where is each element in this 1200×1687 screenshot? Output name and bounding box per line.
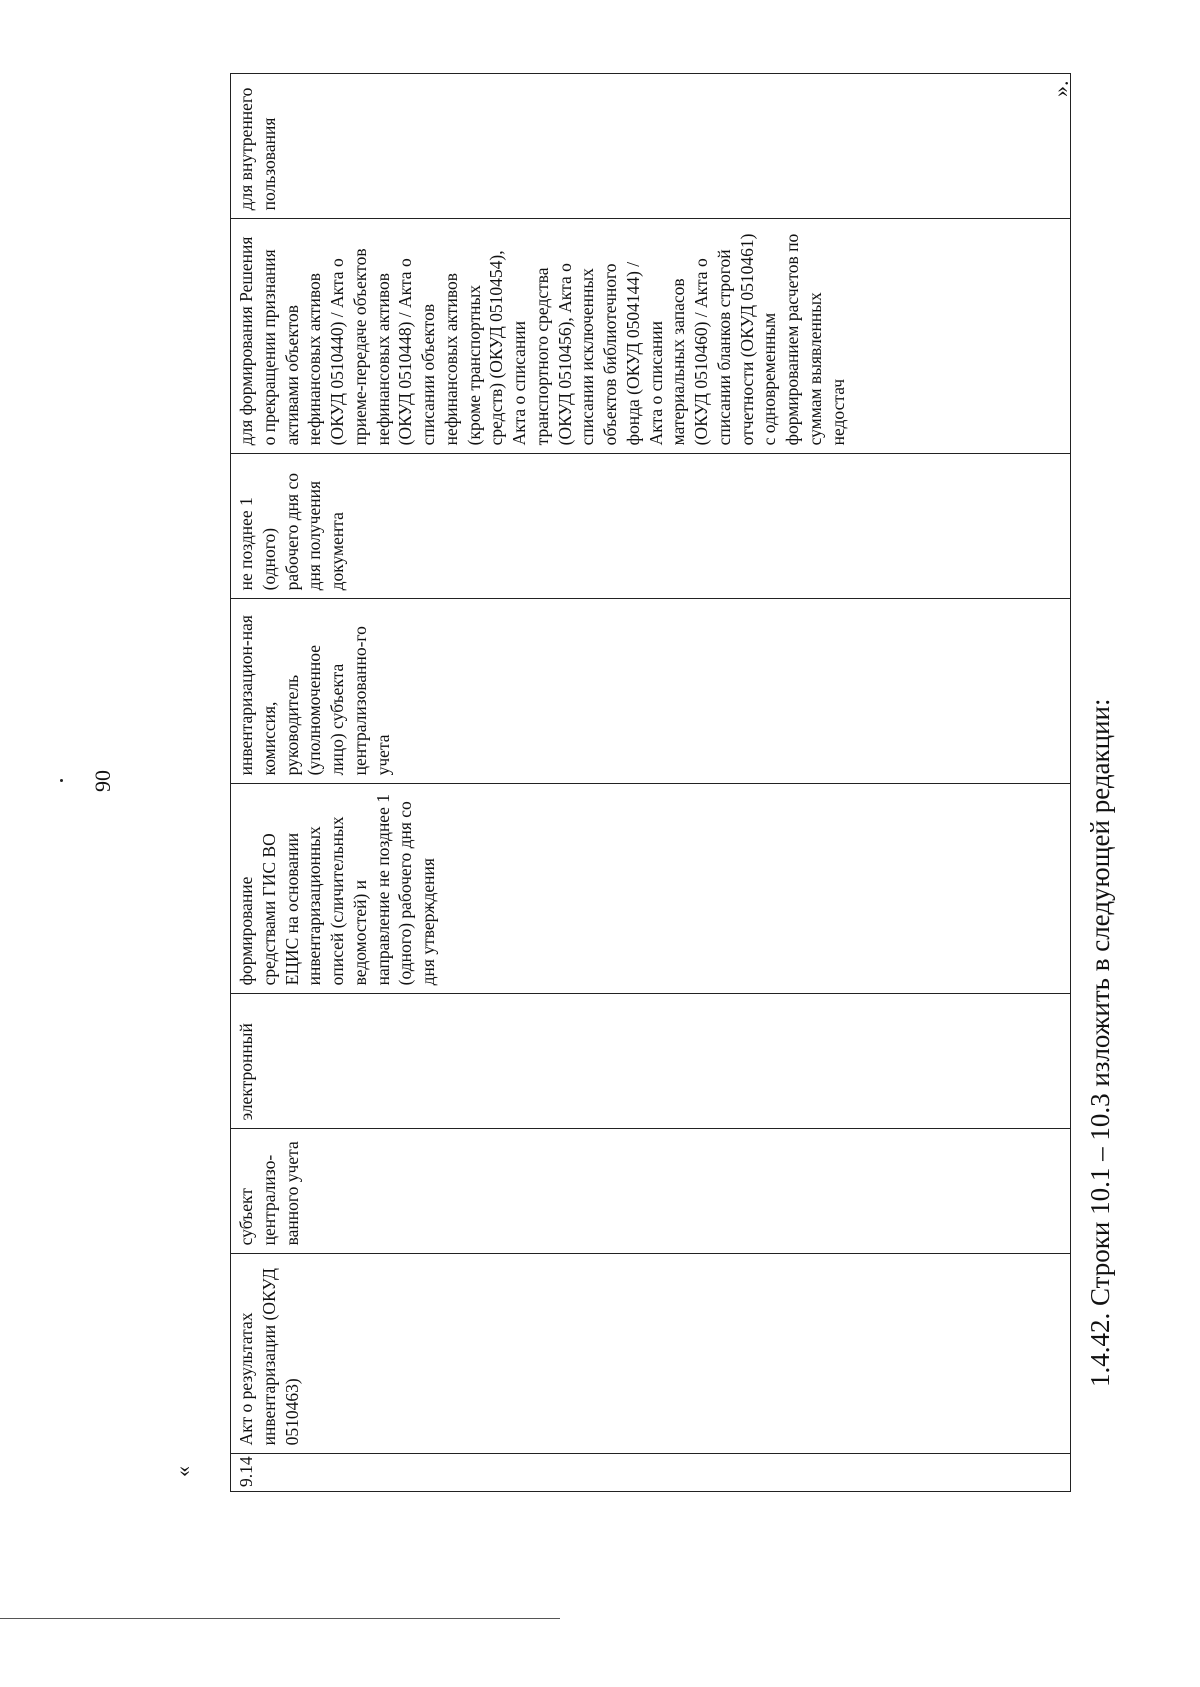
scan-speck — [60, 779, 63, 782]
page-number: 90 — [90, 770, 115, 792]
purpose-cell: для формирования Решения о прекращении признания активами объектов нефинансовых активов (ОКУД 0510440) / Акта о приеме-передаче объектов нефинансовых активов (ОКУД 0510448) / Акта о списании объектов нефинансовых активов (кроме транспортных средств) (ОКУД 0510454), Акта о списании транспортного средства (ОКУД 0510456), Акта о списании исключенных объектов библиотечного фонда (ОКУД 0504144) / Акта о списании материальных запасов (ОКУД 0510460) / Акта о списании бланков строгой отчетности (ОКУД 0510461) с одновременным формированием расчетов по суммам выявленных недостач — [231, 219, 1071, 454]
form-cell: электронный — [231, 994, 1071, 1129]
opening-quote: « — [170, 1466, 195, 1477]
deadline-cell: не позднее 1 (одного) рабочего дня со дня получения документа — [231, 454, 1071, 599]
table-row — [231, 74, 1071, 1492]
procedure-cell: формирование средствами ГИС ВО ЕЦИС на основании инвентаризационных описей (сличительных ведомостей) и направление не позднее 1 (одного) рабочего дня со дня утверждения — [231, 784, 1071, 994]
row-number-cell: 9.14 — [231, 1454, 1071, 1492]
scan-edge-line — [0, 1618, 560, 1619]
originator-cell: субъект централизо-ванного учета — [231, 1129, 1071, 1254]
usage-cell: для внутреннего пользования — [231, 74, 1071, 219]
amendment-paragraph: 1.4.42. Строки 10.1 – 10.3 изложить в следующей редакции: — [1085, 698, 1115, 1387]
document-flow-table — [230, 73, 1071, 1492]
signer-cell: инвентаризацион-ная комиссия, руководитель (уполномоченное лицо) субъекта централизованно-го учета — [231, 599, 1071, 784]
closing-quote: ». — [1048, 80, 1073, 97]
document-name-cell: Акт о результатах инвентаризации (ОКУД 0510463) — [231, 1254, 1071, 1454]
